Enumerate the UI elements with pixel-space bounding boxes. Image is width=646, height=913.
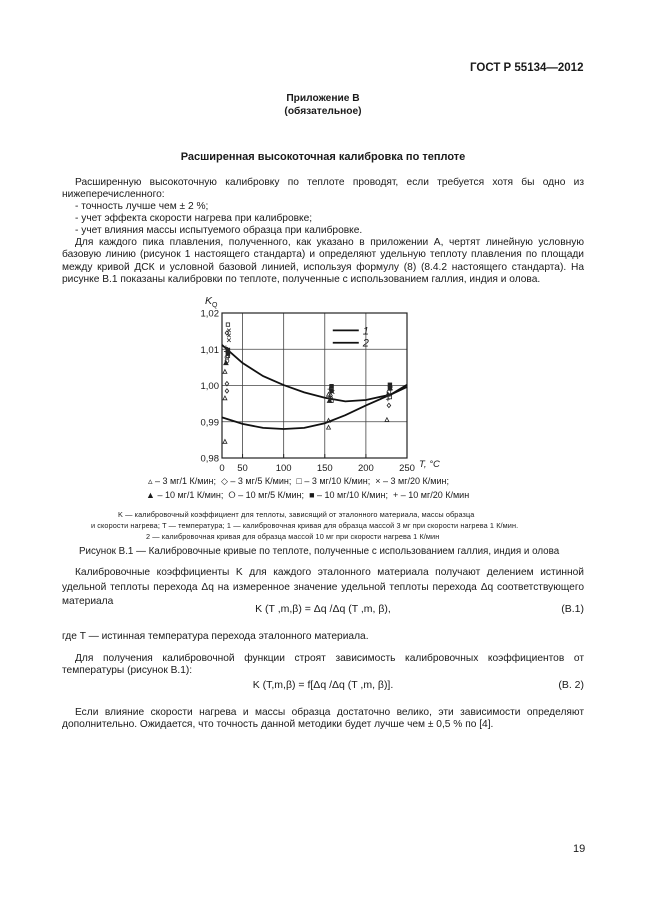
appendix-title: Приложение В: [286, 93, 360, 104]
figure-note-1: K — калибровочный коэффициент для теплоты, зависящий от эталонного материала, массы образца: [118, 510, 475, 519]
section-title: Расширенная высокоточная калибровка по теплоте: [180, 151, 466, 163]
calibration-chart: [0, 288, 646, 483]
triangle-open-icon: ▵: [148, 476, 153, 486]
x-tick-label: 150: [316, 463, 333, 474]
legend-label: – 3 мг/20 К/мин;: [383, 476, 449, 486]
standard-number: ГОСТ Р 55134—2012: [470, 62, 584, 74]
legend-label: – 3 мг/10 К/мин;: [304, 476, 371, 486]
function-paragraph: Для получения калибровочной функции строят зависимость калибровочных коэффициентов от температуры (рисунок В.1):: [62, 653, 584, 677]
legend-label: – 10 мг/10 К/мин;: [317, 490, 388, 500]
data-point-square-open: [226, 323, 229, 326]
triangle-filled-icon: ▲: [146, 490, 155, 500]
diamond-open-icon: ◇: [220, 476, 228, 486]
chart-svg: [0, 288, 646, 480]
legend-row-2: [146, 490, 469, 501]
formula-b2: K (T,m,β) = f[Δq /Δq (T ,m, β)].: [252, 679, 394, 691]
legend-label: – 3 мг/5 К/мин;: [230, 476, 292, 486]
figure-caption: Рисунок В.1 — Калибровочные кривые по теплоте, полученные с использованием галлия, индия и олова: [79, 546, 560, 557]
data-point-triangle-open: [223, 439, 227, 443]
data-point-square-filled: [226, 352, 230, 356]
list-item: - точность лучше чем ± 2 %;: [75, 201, 209, 212]
x-tick-label: 50: [237, 463, 248, 474]
x-tick-label: 0: [219, 463, 225, 474]
x-axis-label: T, °C: [419, 459, 440, 470]
list-item: - учет эффекта скорости нагрева при калибровке;: [75, 213, 313, 224]
legend-item: [393, 490, 469, 500]
data-point-square-filled: [330, 384, 334, 388]
square-open-icon: □: [296, 476, 302, 486]
x-tick-label: 100: [275, 463, 292, 474]
page-number: 19: [573, 843, 586, 855]
data-point-triangle-open: [223, 370, 227, 374]
formula-b1: K (T ,m,β) = Δq /Δq (T ,m, β),: [255, 603, 391, 615]
data-point-square-filled: [388, 387, 392, 391]
method-paragraph: Для каждого пика плавления, полученного, как указано в приложении А, чертят линейную условную базовую линию (рисунок 1 настоящего стандарта) и определяют удельную теплоту плавления по площади между кривой ДСК и условной базовой линией, используя формулу (8) (8.4.2 настоящего стандарта). На рисунке В.1 показаны калибровки по теплоте, полученные с использованием галлия, индия и олова.: [62, 237, 584, 286]
data-point-triangle-open: [327, 425, 331, 429]
y-tick-label: 1,01: [200, 344, 219, 356]
closing-paragraph: Если влияние скорости нагрева и массы образца достаточно велико, эти зависимости определяют дополнительно. Ожидается, что точность данной методики будет лучше чем ± 0,5 % по [4].: [62, 707, 584, 731]
y-tick-label: 1,00: [200, 381, 219, 392]
data-point-square-filled: [330, 389, 334, 393]
legend-item: [148, 476, 216, 486]
calibration-curve-1: [222, 345, 407, 402]
data-point-triangle-open: [223, 396, 227, 400]
data-point-cross: [227, 334, 231, 338]
data-point-square-filled: [388, 383, 392, 387]
plus-icon: +: [392, 490, 399, 500]
calibration-curve-2: [222, 385, 407, 429]
data-point-diamond-open: [225, 389, 229, 393]
coefficients-paragraph: Калибровочные коэффициенты K для каждого эталонного материала получают делением истинной удельной теплоты перехода Δq на измеренное значение удельной теплоты перехода Δq соответствующего материала: [62, 567, 584, 607]
data-point-triangle-open: [385, 418, 389, 422]
legend-item: [146, 490, 223, 500]
data-point-plus: [386, 397, 390, 401]
legend-item: [228, 490, 304, 500]
appendix-subtitle: (обязательное): [284, 106, 362, 117]
appendix-heading: [0, 92, 646, 118]
legend-label: – 10 мг/1 К/мин;: [157, 490, 224, 500]
circle-open-icon: ⭘: [228, 490, 236, 500]
figure-note-3: 2 — калибровочная кривая для образца массой 10 мг при скорости нагрева 1 К/мин: [146, 532, 440, 541]
legend-label: – 10 мг/5 К/мин;: [238, 490, 305, 500]
data-point-cross: [227, 329, 231, 333]
legend-label: – 10 мг/20 К/мин: [400, 490, 470, 500]
y-tick-label: 0,98: [200, 453, 219, 465]
legend-item: [296, 476, 370, 486]
legend-item: [221, 476, 291, 486]
legend-item: [309, 490, 388, 500]
square-filled-icon: ■: [309, 490, 315, 500]
list-item: - учет влияния массы испытуемого образца при калибровке.: [75, 225, 363, 236]
y-tick-label: 1,02: [200, 308, 219, 320]
intro-paragraph: Расширенную высокоточную калибровку по теплоте проводят, если требуется хотя бы одно из нижеперечисленного:: [62, 177, 584, 201]
y-tick-label: 0,99: [200, 417, 219, 429]
data-point-diamond-open: [387, 403, 391, 407]
legend-item: [375, 476, 449, 486]
where-line: где T — истинная температура перехода эталонного материала.: [62, 631, 369, 642]
curve-label-2: 2: [362, 337, 369, 350]
formula-b2-number: (В. 2): [558, 679, 584, 691]
y-axis-label-sub: Q: [212, 302, 218, 309]
curve-label-1: 1: [362, 325, 369, 338]
formula-b1-number: (В.1): [561, 603, 584, 615]
legend-label: – 3 мг/1 К/мин;: [155, 476, 216, 486]
data-point-cross: [227, 338, 231, 342]
y-axis-label: K: [205, 295, 213, 307]
legend-row-1: [148, 476, 449, 487]
figure-note-2: и скорости нагрева; T — температура; 1 — калибровочная кривая для образца массой 3 мг при скорости нагрева 1 К/мин.: [91, 521, 519, 530]
cross-icon: ×: [375, 476, 381, 486]
x-tick-label: 250: [399, 463, 415, 474]
x-tick-label: 200: [357, 463, 374, 474]
